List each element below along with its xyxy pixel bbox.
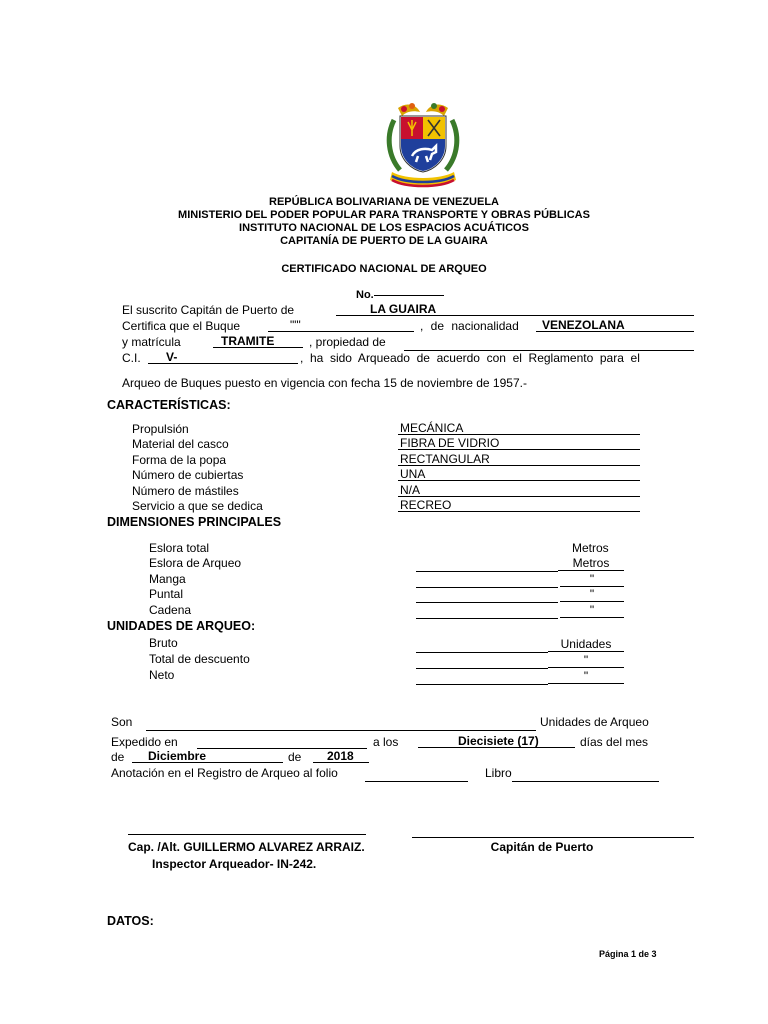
body-line-4-text: C.I. — [122, 351, 141, 365]
document-title: CERTIFICADO NACIONAL DE ARQUEO — [281, 263, 487, 275]
de-label-1: de — [111, 750, 125, 764]
unit-label-descuento: Total de descuento — [149, 652, 250, 666]
month-field: Diciembre — [132, 749, 283, 763]
units-title: UNIDADES DE ARQUEO: — [107, 619, 256, 633]
body-line-2-mid: , de nacionalidad — [420, 319, 519, 333]
unit-label-bruto: Bruto — [149, 636, 178, 650]
signature-right-title: Capitán de Puerto — [490, 840, 594, 854]
unit-unit-descuento: " — [548, 653, 624, 668]
expedido-label: Expedido en — [111, 735, 178, 749]
dim-label-puntal: Puntal — [149, 587, 184, 601]
unit-unit-neto: " — [548, 669, 624, 684]
dim-label-manga: Manga — [149, 572, 186, 586]
dim-value-eslora-arqueo — [416, 571, 558, 572]
body-line-3-mid: , propiedad de — [309, 335, 386, 349]
day-field — [418, 734, 575, 748]
char-value-hull: FIBRA DE VIDRIO — [398, 436, 640, 450]
body-line-4-mid: , ha sido Arqueado de acuerdo con el Reglamento para el — [300, 351, 640, 365]
header-line-2: MINISTERIO DEL PODER POPULAR PARA TRANSPORTE Y OBRAS PÚBLICAS — [178, 209, 590, 221]
body-line-2-text: Certifica que el Buque — [122, 319, 241, 333]
day-text: Diecisiete — [458, 734, 515, 748]
year-field: 2018 — [313, 749, 369, 763]
char-value-service: RECREO — [398, 498, 640, 512]
day-number: (17) — [517, 734, 539, 748]
unit-value-descuento — [416, 668, 548, 669]
char-label-masts: Número de mástiles — [132, 484, 239, 498]
dim-value-manga — [416, 587, 558, 588]
header-line-3: INSTITUTO NACIONAL DE LOS ESPACIOS ACUÁTICOS — [239, 222, 529, 234]
dim-unit-cadena: " — [560, 603, 624, 618]
folio-field-line — [365, 781, 468, 782]
registration-field: TRAMITE — [213, 334, 303, 348]
char-label-hull: Material del casco — [132, 437, 229, 451]
char-value-masts: N/A — [398, 483, 640, 497]
dimensions-unit-header: Metros — [572, 541, 609, 555]
dim-value-puntal — [416, 602, 558, 603]
char-label-stern: Forma de la popa — [132, 453, 227, 467]
son-label: Son — [111, 715, 133, 729]
body-line-1-text: El suscrito Capitán de Puerto de — [122, 303, 295, 317]
char-label-service: Servicio a que se dedica — [132, 499, 263, 513]
header-line-4: CAPITANÍA DE PUERTO DE LA GUAIRA — [280, 235, 488, 247]
dim-value-cadena — [416, 618, 558, 619]
page-number: Página 1 de 3 — [599, 949, 657, 959]
de-label-2: de — [288, 750, 302, 764]
dimensions-title: DIMENSIONES PRINCIPALES — [107, 515, 282, 529]
unit-value-neto — [416, 684, 548, 685]
vessel-field: ""' — [268, 318, 414, 332]
signature-line-right — [412, 837, 694, 838]
dim-unit-manga: " — [560, 572, 624, 587]
unit-unit-bruto: Unidades — [548, 637, 624, 652]
libro-label: Libro — [485, 766, 512, 780]
body-line-3-text: y matrícula — [122, 335, 181, 349]
number-label: No. — [356, 289, 374, 301]
signature-line-left — [128, 834, 366, 835]
datos-heading: DATOS: — [107, 914, 154, 928]
char-label-decks: Número de cubiertas — [132, 468, 244, 482]
son-field-line — [146, 730, 536, 731]
a-los-label: a los — [373, 735, 399, 749]
son-unit: Unidades de Arqueo — [540, 715, 649, 729]
port-field: LA GUAIRA — [336, 302, 694, 316]
libro-field-line — [512, 781, 659, 782]
signature-left-title: Inspector Arqueador- IN-242. — [152, 857, 317, 871]
char-value-stern: RECTANGULAR — [398, 452, 640, 466]
anotacion-label: Anotación en el Registro de Arqueo al folio — [111, 766, 338, 780]
dias-del-mes-label: días del mes — [580, 735, 649, 749]
dim-unit-eslora-arqueo: Metros — [558, 556, 624, 571]
dim-label-cadena: Cadena — [149, 603, 192, 617]
char-value-propulsion: MECÁNICA — [398, 421, 640, 435]
body-line-5-text: Arqueo de Buques puesto en vigencia con fecha 15 de noviembre de 1957.- — [122, 376, 527, 390]
ci-field: V- — [148, 350, 298, 364]
characteristics-title: CARACTERÍSTICAS: — [107, 398, 231, 412]
nationality-field: VENEZOLANA — [536, 318, 694, 332]
header-line-1: REPÚBLICA BOLIVARIANA DE VENEZUELA — [269, 196, 499, 208]
signature-left-name: Cap. /Alt. GUILLERMO ALVAREZ ARRAIZ. — [128, 840, 365, 854]
coat-of-arms-seal — [382, 100, 464, 192]
number-field-line — [374, 295, 444, 296]
dim-unit-puntal: " — [560, 587, 624, 602]
unit-label-neto: Neto — [149, 668, 175, 682]
dim-label-eslora-arqueo: Eslora de Arqueo — [149, 556, 242, 570]
dim-label-eslora-total: Eslora total — [149, 541, 210, 555]
char-value-decks: UNA — [398, 467, 640, 481]
unit-value-bruto — [416, 652, 548, 653]
char-label-propulsion: Propulsión — [132, 422, 189, 436]
